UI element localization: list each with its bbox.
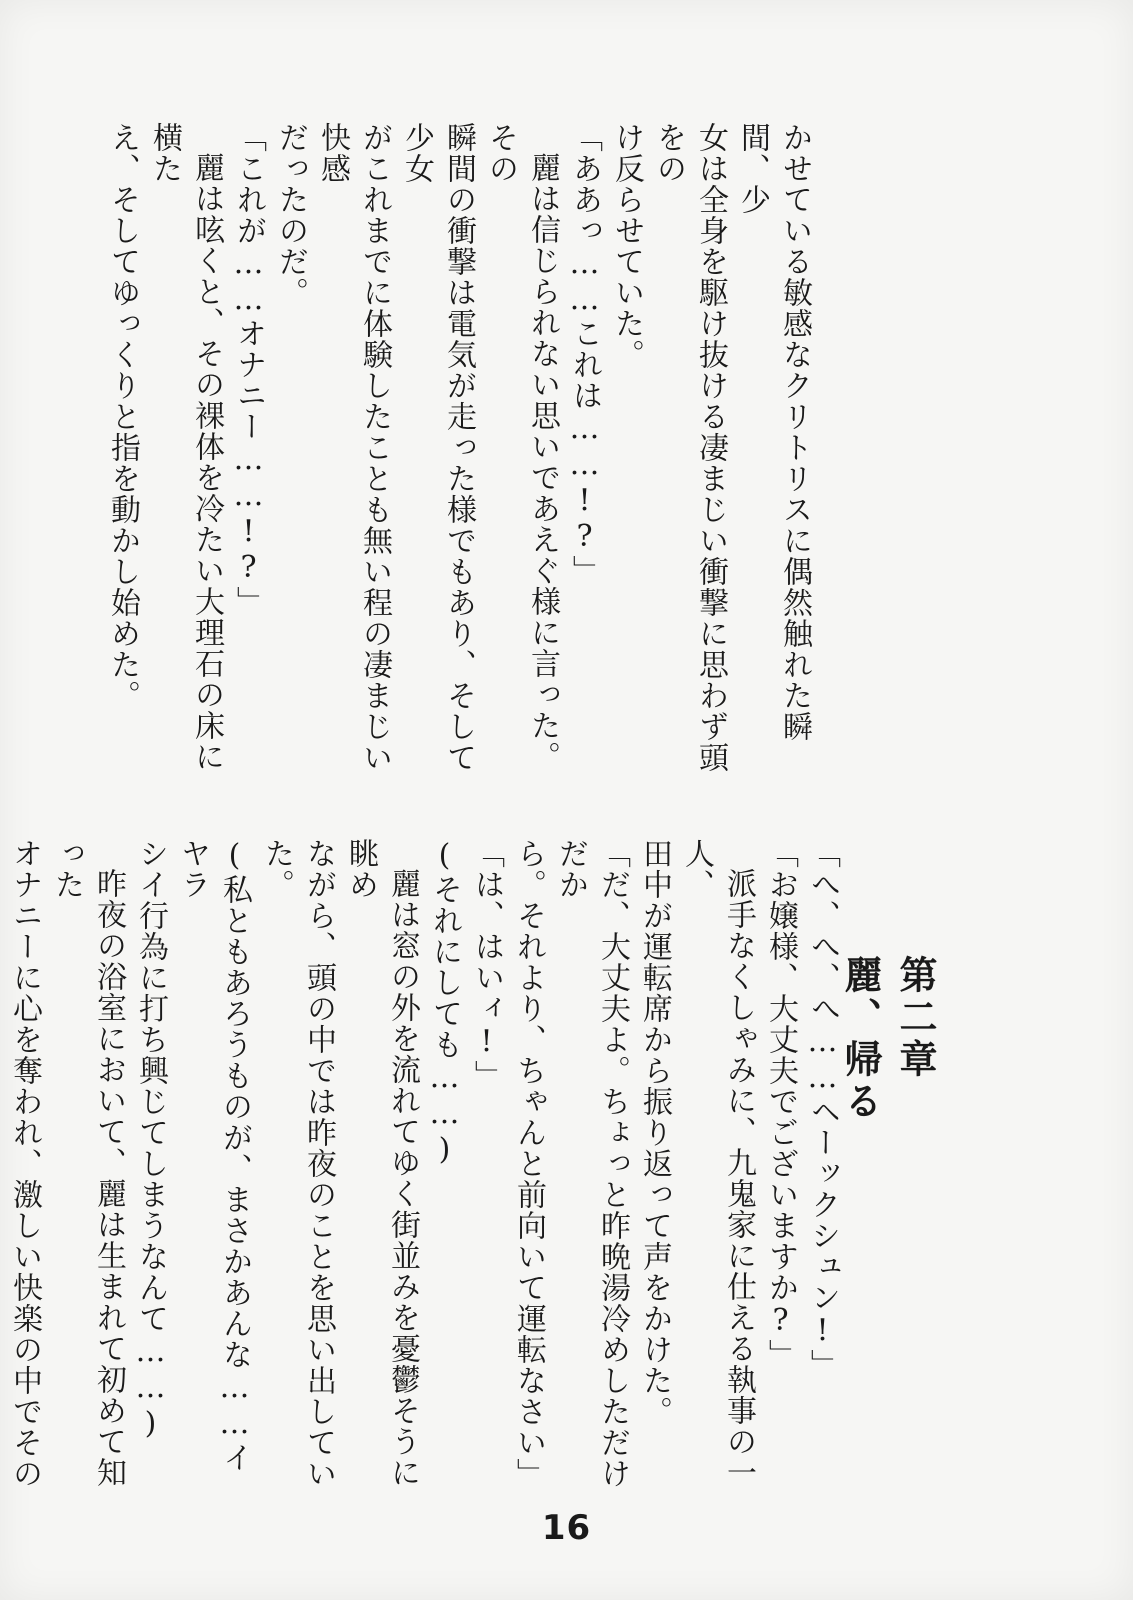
chapter-title: 第二章 麗、帰る: [838, 955, 938, 1123]
text-line: オナニーに心を奪われ、激しい快楽の中でその: [7, 838, 42, 1489]
text-line: 昨夜の浴室において、麗は生まれて初めて知った: [49, 838, 126, 1488]
text-line: 麗は窓の外を流れてゆく街並みを憂鬱そうに眺め: [343, 838, 420, 1488]
text-line: (それにしても……): [427, 838, 462, 1168]
text-line: ら。それより、ちゃんと前向いて運転なさい」: [511, 838, 546, 1489]
top-text-block: [105, 122, 815, 782]
text-line: (私ともあろうものが、まさかあんな……イヤラ: [175, 838, 252, 1473]
text-line: ながら、頭の中では昨夜のことを思い出していた。: [259, 838, 336, 1489]
text-line: 「へ、へ、へ……ヘーックシュン!」: [805, 838, 840, 1380]
text-line: だったのだ。: [273, 122, 308, 308]
text-line: かせている敏感なクリトリスに偶然触れた瞬間、少: [735, 122, 812, 742]
text-line: 瞬間の衝撃は電気が走った様でもあり、そして少女: [399, 122, 476, 773]
text-line: 「は、はいィ!」: [469, 838, 504, 1091]
text-line: け反らせていた。: [609, 122, 644, 370]
text-line: シイ行為に打ち興じてしまうなんて……): [133, 838, 168, 1442]
text-line: 「ああっ……これは……!?」: [567, 122, 602, 586]
text-line: 「これが……オナニー……!?」: [231, 122, 266, 617]
page-number: 16: [541, 1508, 592, 1548]
bottom-text-block: [7, 838, 843, 1498]
text-line: 「だ、大丈夫よ。ちょっと昨晩湯冷めしただけだか: [553, 838, 630, 1489]
text-line: がこれまでに体験したことも無い程の凄まじい快感: [315, 122, 392, 773]
text-line: 麗は信じられない思いであえぐ様に言った。その: [483, 122, 560, 772]
text-line: 麗は呟くと、その裸体を冷たい大理石の床に横た: [147, 122, 224, 772]
text-line: 女は全身を駆け抜ける凄まじい衝撃に思わず頭をの: [651, 122, 728, 773]
text-line: 田中が運転席から振り返って声をかけた。: [637, 838, 672, 1427]
text-line: 「お嬢様、大丈夫でございますか?」: [763, 838, 798, 1370]
text-line: え、そしてゆっくりと指を動かし始めた。: [105, 122, 140, 711]
text-line: 派手なくしゃみに、九鬼家に仕える執事の一人、: [679, 838, 756, 1488]
